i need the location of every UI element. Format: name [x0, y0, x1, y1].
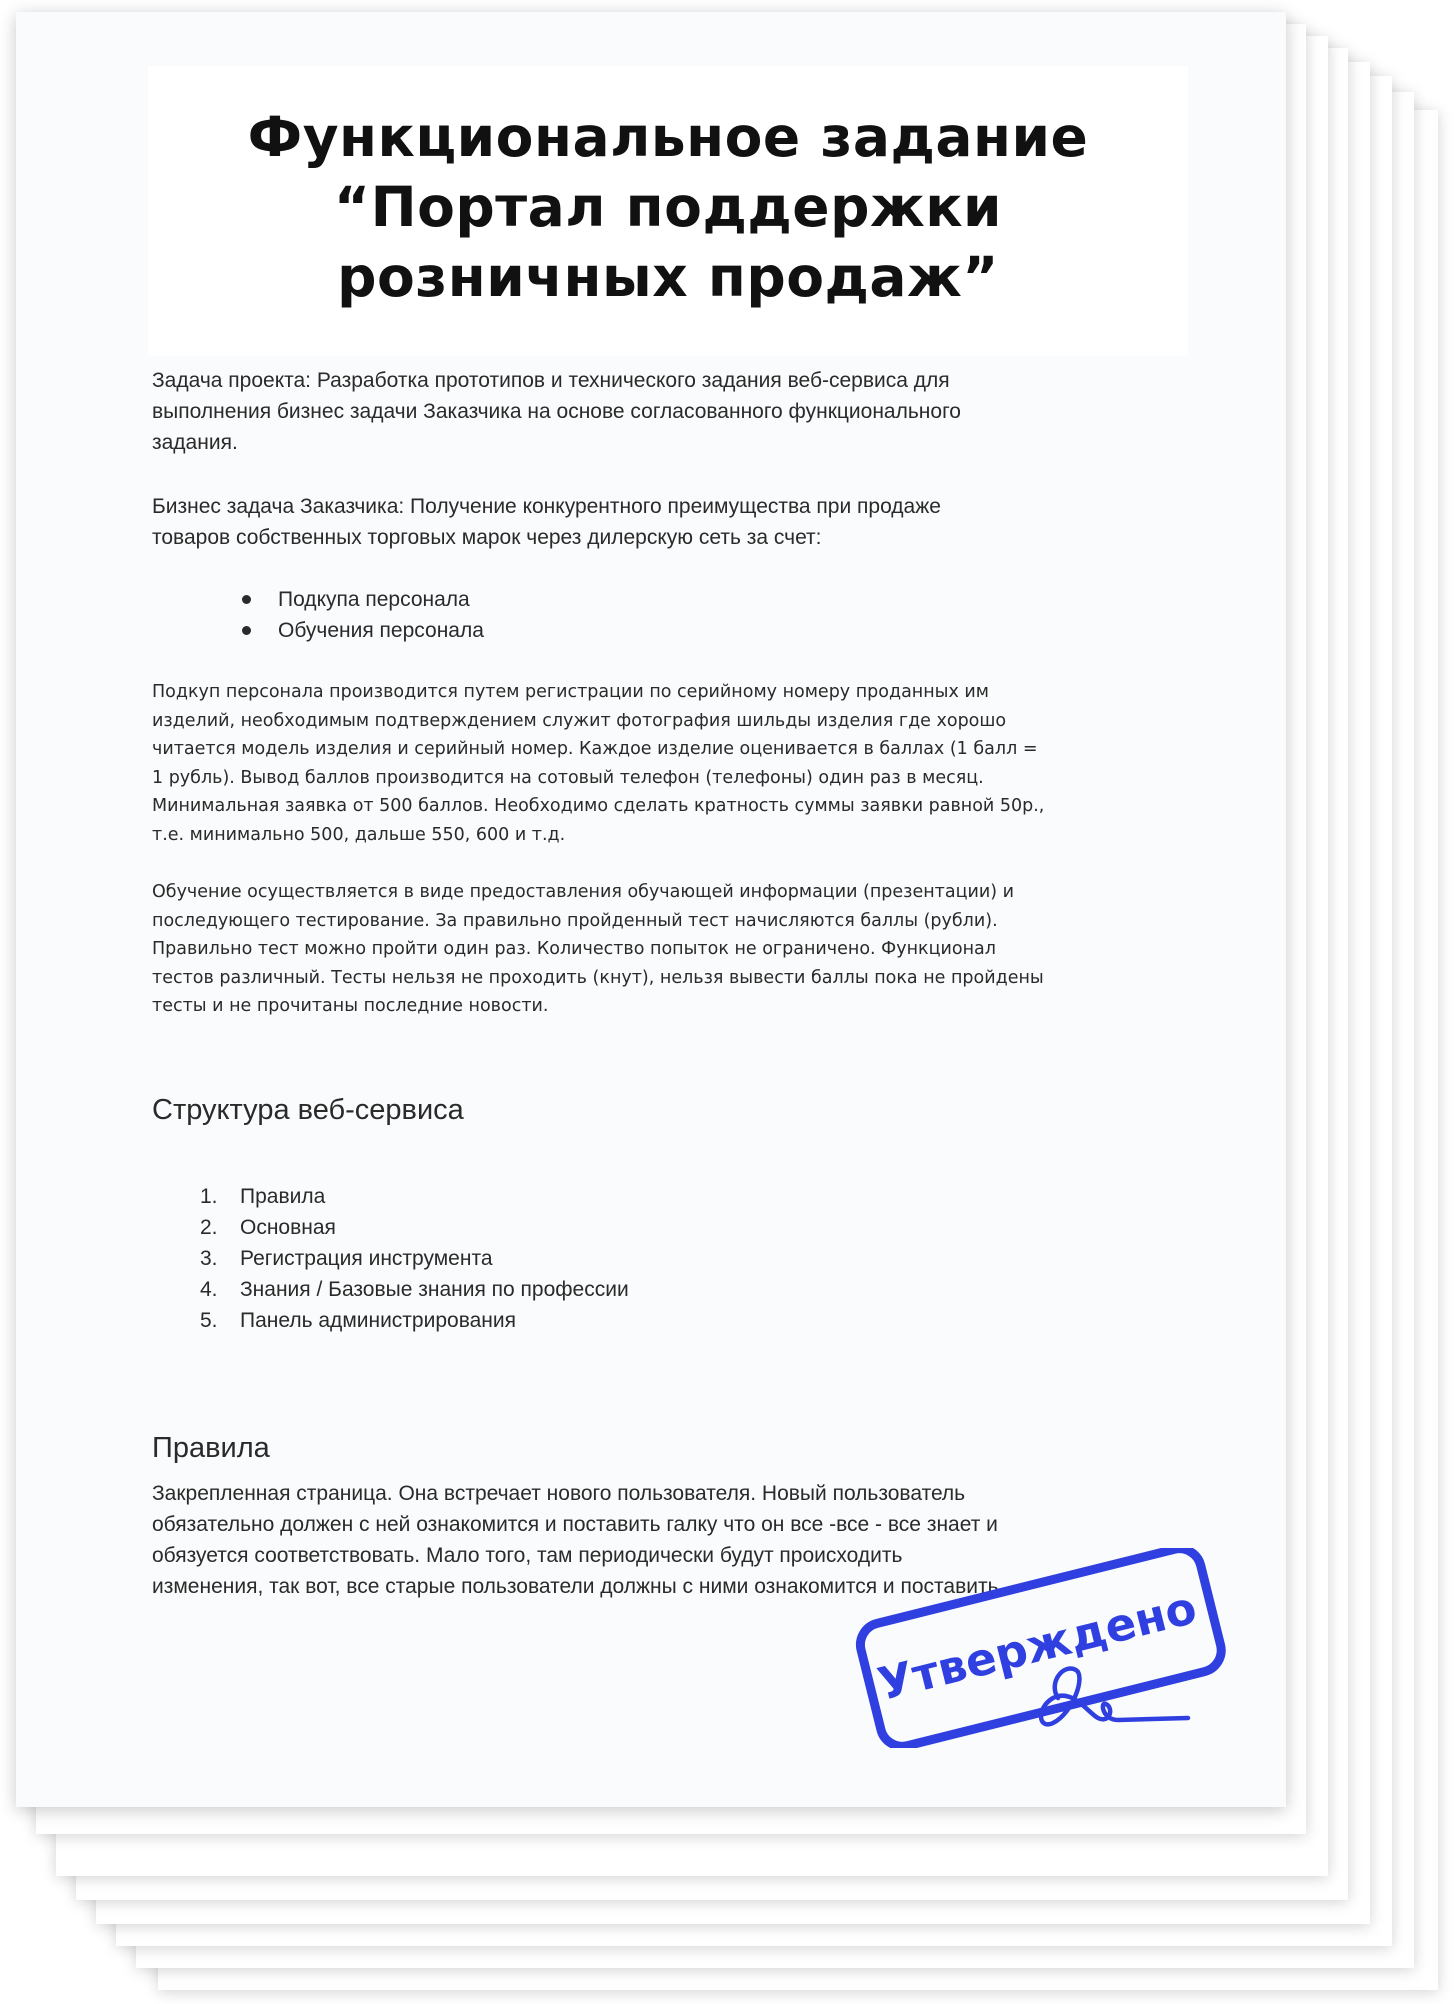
list-item: [278, 615, 484, 646]
title-line-3: розничных продаж”: [337, 245, 999, 309]
list-item-number: 1.: [200, 1185, 218, 1208]
list-item-label: Правила: [240, 1185, 326, 1208]
list-item-number: 5.: [200, 1309, 218, 1332]
list-item-label: Панель администрирования: [240, 1309, 516, 1332]
list-item-number: 3.: [200, 1247, 218, 1270]
rules-heading: Правила: [152, 1432, 270, 1464]
paragraph-line: тестов различный. Тесты нельзя не проходить (кнут), нельзя вывести баллы пока не пройдены: [152, 967, 1044, 988]
bullet-icon: [242, 595, 251, 604]
bribe-paragraph: [152, 678, 1152, 849]
paragraph-line: выполнения бизнес задачи Заказчика на основе согласованного функционального: [152, 400, 961, 423]
paragraph-line: Задача проекта: Разработка прототипов и технического задания веб-сервиса для: [152, 369, 950, 392]
business-task-paragraph: [152, 491, 1152, 553]
paragraph-line: т.е. минимально 500, дальше 550, 600 и т.д.: [152, 824, 566, 845]
paragraph-line: товаров собственных торговых марок через дилерскую сеть за счет:: [152, 526, 822, 549]
paragraph-line: обязуется соответствовать. Мало того, там периодически будут происходить: [152, 1544, 903, 1567]
stamp-label: Утверждено: [872, 1580, 1202, 1711]
paragraph-line: последующего тестирование. За правильно пройденный тест начисляются баллы (рубли).: [152, 910, 998, 931]
list-item: [200, 1181, 629, 1212]
paragraph-line: Правильно тест можно пройти один раз. Количество попыток не ограничено. Функционал: [152, 939, 996, 959]
list-item-number: 4.: [200, 1278, 218, 1301]
bullet-icon: [242, 626, 251, 635]
list-item: [200, 1274, 629, 1305]
list-item: [278, 584, 484, 615]
project-task-paragraph: [152, 365, 1152, 458]
list-item-label: Подкупа персонала: [278, 588, 470, 611]
list-item-label: Обучения персонала: [278, 619, 484, 642]
list-item-label: Знания / Базовые знания по профессии: [240, 1278, 629, 1301]
list-item-label: Регистрация инструмента: [240, 1247, 493, 1270]
paragraph-line: Подкуп персонала производится путем регистрации по серийному номеру проданных им: [152, 682, 989, 702]
training-paragraph: [152, 878, 1152, 1021]
list-item-label: Основная: [240, 1216, 336, 1239]
paragraph-line: задания.: [152, 431, 238, 454]
paragraph-line: изменения, так вот, все старые пользователи должны с ними ознакомится и поставить: [152, 1575, 999, 1598]
list-item: [200, 1305, 629, 1336]
paragraph-line: Закрепленная страница. Она встречает нового пользователя. Новый пользователь: [152, 1482, 966, 1505]
paragraph-line: тесты и не прочитаны последние новости.: [152, 996, 549, 1016]
paragraph-line: изделий, необходимым подтверждением служит фотография шильды изделия где хорошо: [152, 710, 1007, 731]
paragraph-line: Минимальная заявка от 500 баллов. Необходимо сделать кратность суммы заявки равной 50р.,: [152, 796, 1045, 816]
title-line-2: “Портал поддержки: [333, 175, 1003, 239]
structure-heading: Структура веб-сервиса: [152, 1094, 464, 1126]
paragraph-line: 1 рубль). Вывод баллов производится на сотовый телефон (телефоны) один раз в месяц.: [152, 767, 984, 788]
list-item-number: 2.: [200, 1216, 218, 1239]
paragraph-line: читается модель изделия и серийный номер. Каждое изделие оценивается в баллах (1 балл =: [152, 739, 1038, 759]
bullet-list: [278, 584, 484, 646]
list-item: [200, 1243, 629, 1274]
title-line-1: Функциональное задание: [247, 105, 1089, 169]
paragraph-line: Бизнес задача Заказчика: Получение конкурентного преимущества при продаже: [152, 495, 941, 518]
list-item: [200, 1212, 629, 1243]
document-title: [148, 66, 1188, 356]
approval-stamp: [848, 1548, 1238, 1748]
paragraph-line: Обучение осуществляется в виде предоставления обучающей информации (презентации) и: [152, 882, 1015, 902]
structure-list: [200, 1181, 629, 1336]
paragraph-line: обязательно должен с ней ознакомится и поставить галку что он все -все - все знает и: [152, 1513, 998, 1536]
